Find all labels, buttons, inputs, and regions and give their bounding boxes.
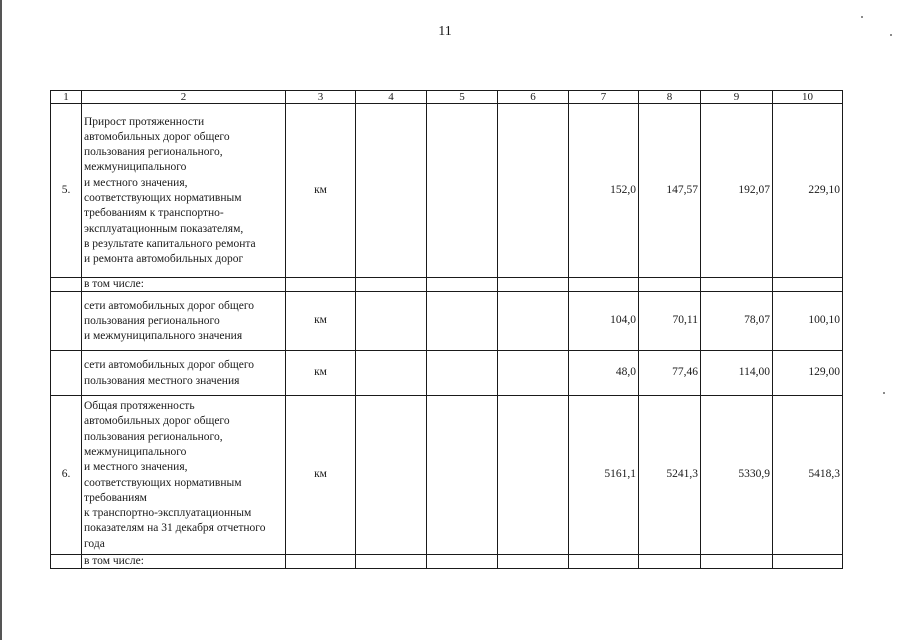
cell-col-9 — [701, 278, 773, 292]
table-row — [51, 555, 843, 569]
cell-col-8: 5241,3 — [639, 396, 701, 555]
cell-col-10 — [773, 278, 843, 292]
cell-col-4 — [356, 292, 427, 351]
row-unit: км — [286, 396, 356, 555]
cell-col-6 — [498, 278, 569, 292]
cell-col-10: 129,00 — [773, 351, 843, 396]
cell-col-6 — [498, 351, 569, 396]
scan-speck — [883, 392, 885, 394]
row-description-text: в том числе: — [84, 555, 144, 567]
row-unit: км — [286, 104, 356, 278]
cell-col-8: 70,11 — [639, 292, 701, 351]
row-number — [51, 278, 82, 292]
header-cell: 3 — [286, 91, 356, 104]
cell-col-5 — [427, 278, 498, 292]
table-row — [51, 104, 843, 278]
row-number: 6. — [51, 396, 82, 555]
row-number — [51, 351, 82, 396]
cell-col-6 — [498, 555, 569, 569]
cell-col-5 — [427, 351, 498, 396]
header-cell: 5 — [427, 91, 498, 104]
cell-col-8 — [639, 278, 701, 292]
cell-col-5 — [427, 292, 498, 351]
cell-col-7: 152,0 — [569, 104, 639, 278]
row-unit: км — [286, 351, 356, 396]
cell-col-6 — [498, 396, 569, 555]
cell-col-4 — [356, 351, 427, 396]
cell-col-9: 5330,9 — [701, 396, 773, 555]
header-cell: 6 — [498, 91, 569, 104]
header-cell: 10 — [773, 91, 843, 104]
row-description — [82, 396, 286, 555]
cell-col-8 — [639, 555, 701, 569]
cell-col-7 — [569, 555, 639, 569]
row-number — [51, 292, 82, 351]
cell-col-4 — [356, 104, 427, 278]
cell-col-7: 104,0 — [569, 292, 639, 351]
table-row — [51, 292, 843, 351]
cell-col-4 — [356, 555, 427, 569]
page-number: 11 — [438, 24, 452, 39]
cell-col-9 — [701, 555, 773, 569]
row-description — [82, 292, 286, 351]
cell-col-6 — [498, 104, 569, 278]
cell-col-8: 147,57 — [639, 104, 701, 278]
data-table — [50, 90, 843, 569]
row-number: 5. — [51, 104, 82, 278]
row-unit — [286, 278, 356, 292]
row-unit — [286, 555, 356, 569]
cell-col-6 — [498, 292, 569, 351]
cell-col-10: 5418,3 — [773, 396, 843, 555]
header-cell: 8 — [639, 91, 701, 104]
row-description-text: Прирост протяженности автомобильных дорог общего пользования регионального, межмуниципального и местного значения, соответствующих нормативным требованиям к транспортно- эксплуатационным показателям, в результате капитального ремонта и ремонта автомобильных дорог — [84, 115, 256, 266]
cell-col-9: 114,00 — [701, 351, 773, 396]
row-unit: км — [286, 292, 356, 351]
cell-col-5 — [427, 555, 498, 569]
row-description — [82, 351, 286, 396]
header-cell: 2 — [82, 91, 286, 104]
row-description-text: сети автомобильных дорог общего пользования регионального и межмуниципального значения — [84, 299, 255, 343]
header-cell: 9 — [701, 91, 773, 104]
cell-col-9: 78,07 — [701, 292, 773, 351]
row-description — [82, 104, 286, 278]
scan-left-edge — [0, 0, 2, 640]
table-row — [51, 396, 843, 555]
table-row — [51, 278, 843, 292]
cell-col-7 — [569, 278, 639, 292]
cell-col-10: 100,10 — [773, 292, 843, 351]
row-description-text: сети автомобильных дорог общего пользования местного значения — [84, 359, 255, 387]
scan-speck — [861, 16, 863, 18]
scan-speck — [890, 34, 892, 36]
cell-col-9: 192,07 — [701, 104, 773, 278]
table-row — [51, 351, 843, 396]
header-cell: 4 — [356, 91, 427, 104]
cell-col-5 — [427, 104, 498, 278]
cell-col-7: 48,0 — [569, 351, 639, 396]
row-description-text: в том числе: — [84, 278, 144, 290]
row-description — [82, 555, 286, 569]
cell-col-10: 229,10 — [773, 104, 843, 278]
cell-col-10 — [773, 555, 843, 569]
row-description-text: Общая протяженность автомобильных дорог общего пользования регионального, межмуниципального и местного значения, соответствующих нормативным требованиям к транспортно-эксплуатационным показателям на 31 декабря отчетного года — [84, 400, 266, 550]
cell-col-8: 77,46 — [639, 351, 701, 396]
row-description — [82, 278, 286, 292]
row-number — [51, 555, 82, 569]
cell-col-4 — [356, 278, 427, 292]
cell-col-7: 5161,1 — [569, 396, 639, 555]
header-cell: 1 — [51, 91, 82, 104]
table-header-row — [51, 91, 843, 104]
header-cell: 7 — [569, 91, 639, 104]
cell-col-5 — [427, 396, 498, 555]
cell-col-4 — [356, 396, 427, 555]
